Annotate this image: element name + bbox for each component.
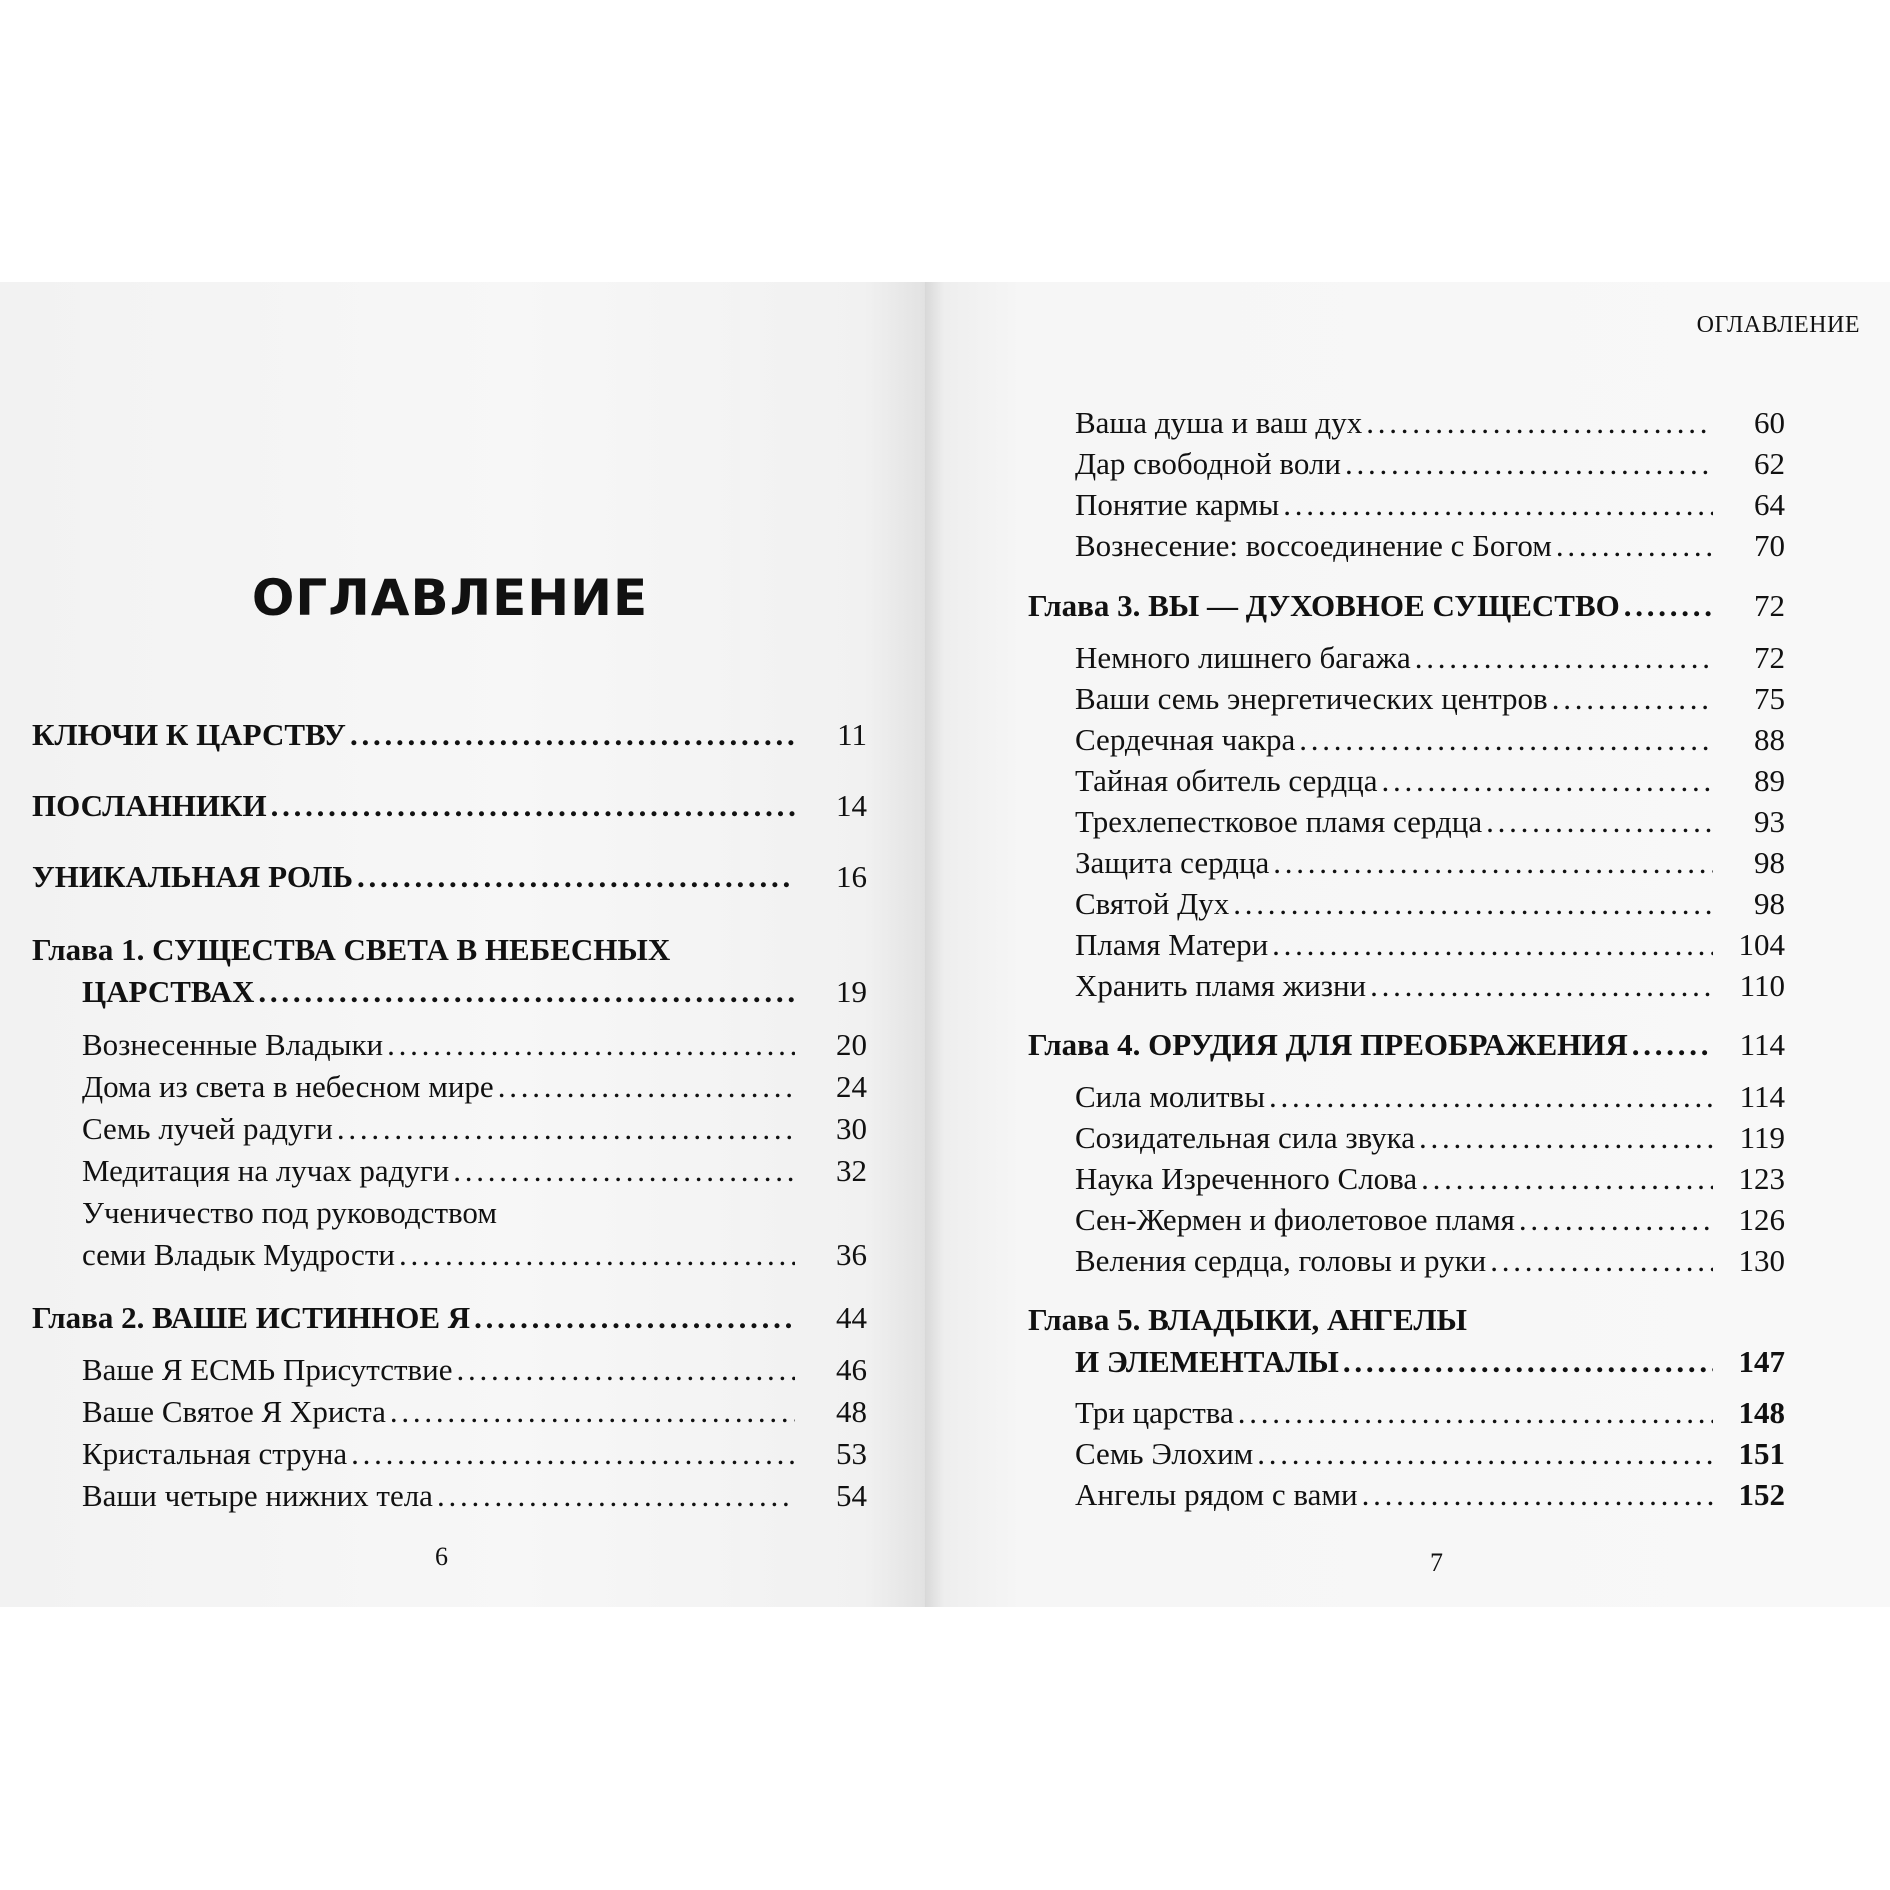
toc-entry-page: 123 xyxy=(1738,1161,1785,1196)
toc-entry-page: 14 xyxy=(836,788,867,823)
toc-chapter-heading[interactable] xyxy=(1028,1027,1785,1071)
toc-entry-page: 126 xyxy=(1738,1202,1785,1237)
toc-leader xyxy=(1269,1079,1713,1115)
toc-entry[interactable] xyxy=(1075,763,1785,807)
toc-entry-title: Вознесенные Владыки xyxy=(82,1027,384,1062)
toc-leader xyxy=(1486,804,1713,840)
left-page xyxy=(0,282,940,1607)
toc-leader xyxy=(351,1436,795,1472)
toc-entry-page: 147 xyxy=(1738,1344,1785,1379)
toc-leader xyxy=(498,1069,795,1105)
toc-entry[interactable] xyxy=(1075,886,1785,930)
toc-entry-title: Глава 1. СУЩЕСТВА СВЕТА В НЕБЕСНЫХ xyxy=(32,932,671,967)
toc-entry-title: Глава 5. ВЛАДЫКИ, АНГЕЛЫ xyxy=(1028,1302,1467,1337)
toc-entry-page: 32 xyxy=(836,1153,867,1188)
toc-chapter-heading[interactable] xyxy=(32,1300,867,1344)
toc-entry[interactable] xyxy=(1075,446,1785,490)
toc-entry-title: УНИКАЛЬНАЯ РОЛЬ xyxy=(32,859,353,894)
toc-entry[interactable] xyxy=(32,788,867,832)
toc-entry-page: 54 xyxy=(836,1478,867,1513)
toc-entry[interactable] xyxy=(1075,1243,1785,1287)
toc-leader xyxy=(1556,528,1713,564)
toc-leader xyxy=(1343,1344,1713,1380)
toc-leader xyxy=(1233,886,1713,922)
page-number: 6 xyxy=(435,1542,448,1571)
running-head: ОГЛАВЛЕНИЕ xyxy=(1696,312,1860,338)
toc-entry-title: Три царства xyxy=(1075,1395,1234,1430)
toc-leader xyxy=(1552,681,1713,717)
toc-entry[interactable] xyxy=(1075,927,1785,971)
toc-entry-title: Сен-Жермен и фиолетовое пламя xyxy=(1075,1202,1515,1237)
toc-entry-page: 152 xyxy=(1738,1477,1785,1512)
toc-leader xyxy=(1366,405,1713,441)
toc-leader xyxy=(1624,588,1713,624)
toc-entry-title: Ваше Я ЕСМЬ Присутствие xyxy=(82,1352,453,1387)
toc-entry[interactable] xyxy=(1075,1202,1785,1246)
toc-leader xyxy=(1283,487,1713,523)
toc-leader xyxy=(399,1237,795,1273)
toc-chapter-heading[interactable] xyxy=(1028,1302,1785,1346)
toc-entry-title: Глава 4. ОРУДИЯ ДЛЯ ПРЕОБРАЖЕНИЯ xyxy=(1028,1027,1628,1062)
toc-entry[interactable] xyxy=(1075,681,1785,725)
toc-entry-page: 36 xyxy=(836,1237,867,1272)
toc-entry-title: семи Владык Мудрости xyxy=(82,1237,395,1272)
toc-leader xyxy=(457,1352,795,1388)
toc-entry-page: 48 xyxy=(836,1394,867,1429)
toc-entry[interactable] xyxy=(82,1195,867,1239)
toc-entry-page: 11 xyxy=(837,717,867,752)
toc-leader xyxy=(271,788,795,824)
page-number: 7 xyxy=(1430,1548,1443,1577)
toc-leader xyxy=(1362,1477,1713,1513)
toc-entry[interactable] xyxy=(1075,722,1785,766)
toc-entry-title: Ваша душа и ваш дух xyxy=(1075,405,1363,440)
toc-entry[interactable] xyxy=(82,1153,867,1197)
toc-entry[interactable] xyxy=(1075,1344,1785,1388)
toc-entry-page: 62 xyxy=(1754,446,1785,481)
toc-entry-title: Ангелы рядом с вами xyxy=(1075,1477,1358,1512)
toc-leader xyxy=(1382,763,1713,799)
toc-entry-page: 114 xyxy=(1739,1027,1785,1062)
toc-chapter-heading[interactable] xyxy=(1028,588,1785,632)
toc-entry-title: Дар свободной воли xyxy=(1075,446,1341,481)
toc-entry[interactable] xyxy=(82,974,867,1018)
toc-entry-title: Трехлепестковое пламя сердца xyxy=(1075,804,1483,839)
toc-entry[interactable] xyxy=(32,717,867,761)
toc-entry-page: 98 xyxy=(1754,845,1785,880)
toc-entry-title: Ваши семь энергетических центров xyxy=(1075,681,1548,716)
toc-entry[interactable] xyxy=(1075,405,1785,449)
toc-leader xyxy=(1419,1120,1713,1156)
toc-leader xyxy=(387,1027,795,1063)
toc-entry-page: 60 xyxy=(1754,405,1785,440)
toc-leader xyxy=(1370,968,1713,1004)
toc-entry[interactable] xyxy=(32,859,867,903)
toc-entry-page: 148 xyxy=(1738,1395,1785,1430)
toc-leader xyxy=(1415,640,1713,676)
toc-leader xyxy=(437,1478,795,1514)
toc-leader xyxy=(1272,927,1713,963)
toc-entry-page: 130 xyxy=(1738,1243,1785,1278)
toc-entry[interactable] xyxy=(1075,804,1785,848)
toc-leader xyxy=(337,1111,795,1147)
toc-entry-page: 98 xyxy=(1754,886,1785,921)
toc-entry-title: Хранить пламя жизни xyxy=(1075,968,1367,1003)
toc-entry-page: 16 xyxy=(836,859,867,894)
toc-entry-title: Глава 2. ВАШЕ ИСТИННОЕ Я xyxy=(32,1300,471,1335)
toc-entry-title: Ваше Святое Я Христа xyxy=(82,1394,386,1429)
toc-entry[interactable] xyxy=(82,1069,867,1113)
toc-entry-page: 70 xyxy=(1754,528,1785,563)
toc-entry-page: 19 xyxy=(836,974,867,1009)
toc-entry[interactable] xyxy=(1075,1395,1785,1439)
toc-entry-page: 89 xyxy=(1754,763,1785,798)
toc-entry[interactable] xyxy=(1075,528,1785,572)
toc-leader xyxy=(1345,446,1713,482)
toc-leader xyxy=(357,859,795,895)
toc-leader xyxy=(1238,1395,1713,1431)
toc-entry[interactable] xyxy=(82,1478,867,1522)
toc-entry-title: Сила молитвы xyxy=(1075,1079,1266,1114)
right-page xyxy=(925,282,1890,1607)
toc-entry-page: 30 xyxy=(836,1111,867,1146)
toc-entry-title: Пламя Матери xyxy=(1075,927,1269,962)
toc-entry-page: 24 xyxy=(836,1069,867,1104)
toc-leader xyxy=(1257,1436,1713,1472)
toc-entry-title: Семь Элохим xyxy=(1075,1436,1254,1471)
toc-entry-title: Защита сердца xyxy=(1075,845,1270,880)
toc-entry-page: 72 xyxy=(1754,640,1785,675)
toc-leader xyxy=(390,1394,795,1430)
toc-leader xyxy=(453,1153,795,1189)
toc-entry[interactable] xyxy=(1075,1079,1785,1123)
toc-entry-page: 114 xyxy=(1739,1079,1785,1114)
toc-entry-title: ЦАРСТВАХ xyxy=(82,974,255,1009)
toc-entry[interactable] xyxy=(1075,1120,1785,1164)
toc-leader xyxy=(1519,1202,1713,1238)
toc-entry-page: 53 xyxy=(836,1436,867,1471)
toc-leader xyxy=(1632,1027,1713,1063)
toc-entry-page: 119 xyxy=(1739,1120,1785,1155)
toc-entry[interactable] xyxy=(82,1027,867,1071)
toc-entry-page: 72 xyxy=(1754,588,1785,623)
toc-entry[interactable] xyxy=(82,1436,867,1480)
toc-entry-title: Тайная обитель сердца xyxy=(1075,763,1378,798)
toc-leader xyxy=(258,974,795,1010)
toc-entry-page: 64 xyxy=(1754,487,1785,522)
toc-entry-title: Дома из света в небесном мире xyxy=(82,1069,494,1104)
toc-entry-page: 44 xyxy=(836,1300,867,1335)
toc-entry-page: 93 xyxy=(1754,804,1785,839)
toc-entry-title: Веления сердца, головы и руки xyxy=(1075,1243,1487,1278)
toc-entry-title: Ваши четыре нижних тела xyxy=(82,1478,433,1513)
toc-leader xyxy=(350,717,795,753)
toc-entry-title: Сердечная чакра xyxy=(1075,722,1296,757)
toc-entry[interactable] xyxy=(1075,640,1785,684)
toc-entry[interactable] xyxy=(1075,1477,1785,1521)
toc-entry-title: Вознесение: воссоединение с Богом xyxy=(1075,528,1552,563)
toc-entry-title: КЛЮЧИ К ЦАРСТВУ xyxy=(32,717,346,752)
toc-entry[interactable] xyxy=(82,1352,867,1396)
toc-leader xyxy=(1490,1243,1713,1279)
toc-chapter-heading[interactable] xyxy=(32,932,867,976)
toc-leader xyxy=(1273,845,1713,881)
page-title: ОГЛАВЛЕНИЕ xyxy=(251,569,649,627)
toc-entry[interactable] xyxy=(1075,1161,1785,1205)
toc-entry-title: Созидательная сила звука xyxy=(1075,1120,1416,1155)
toc-entry-page: 104 xyxy=(1738,927,1785,962)
toc-entry-page: 88 xyxy=(1754,722,1785,757)
toc-entry-title: Наука Изреченного Слова xyxy=(1075,1161,1418,1196)
toc-leader xyxy=(1299,722,1713,758)
toc-entry[interactable] xyxy=(1075,968,1785,1012)
toc-entry[interactable] xyxy=(82,1394,867,1438)
toc-entry-page: 20 xyxy=(836,1027,867,1062)
toc-entry-page: 151 xyxy=(1738,1436,1785,1471)
toc-entry-title: Глава 3. ВЫ — ДУХОВНОЕ СУЩЕСТВО xyxy=(1028,588,1620,623)
toc-entry-title: Ученичество под руководством xyxy=(82,1195,497,1230)
toc-entry-title: Немного лишнего багажа xyxy=(1075,640,1411,675)
toc-entry-title: ПОСЛАННИКИ xyxy=(32,788,267,823)
toc-entry-title: Медитация на лучах радуги xyxy=(82,1153,450,1188)
toc-entry-title: Кристальная струна xyxy=(82,1436,348,1471)
toc-leader xyxy=(1421,1161,1713,1197)
toc-entry-title: Семь лучей радуги xyxy=(82,1111,333,1146)
toc-entry[interactable] xyxy=(82,1237,867,1281)
toc-entry[interactable] xyxy=(1075,1436,1785,1480)
toc-entry-title: И ЭЛЕМЕНТАЛЫ xyxy=(1075,1344,1339,1379)
toc-entry[interactable] xyxy=(1075,845,1785,889)
toc-entry-page: 46 xyxy=(836,1352,867,1387)
toc-entry-title: Понятие кармы xyxy=(1075,487,1280,522)
toc-entry[interactable] xyxy=(1075,487,1785,531)
toc-entry-page: 110 xyxy=(1739,968,1785,1003)
toc-entry-title: Святой Дух xyxy=(1075,886,1230,921)
toc-entry-page: 75 xyxy=(1754,681,1785,716)
toc-leader xyxy=(474,1300,795,1336)
toc-entry[interactable] xyxy=(82,1111,867,1155)
